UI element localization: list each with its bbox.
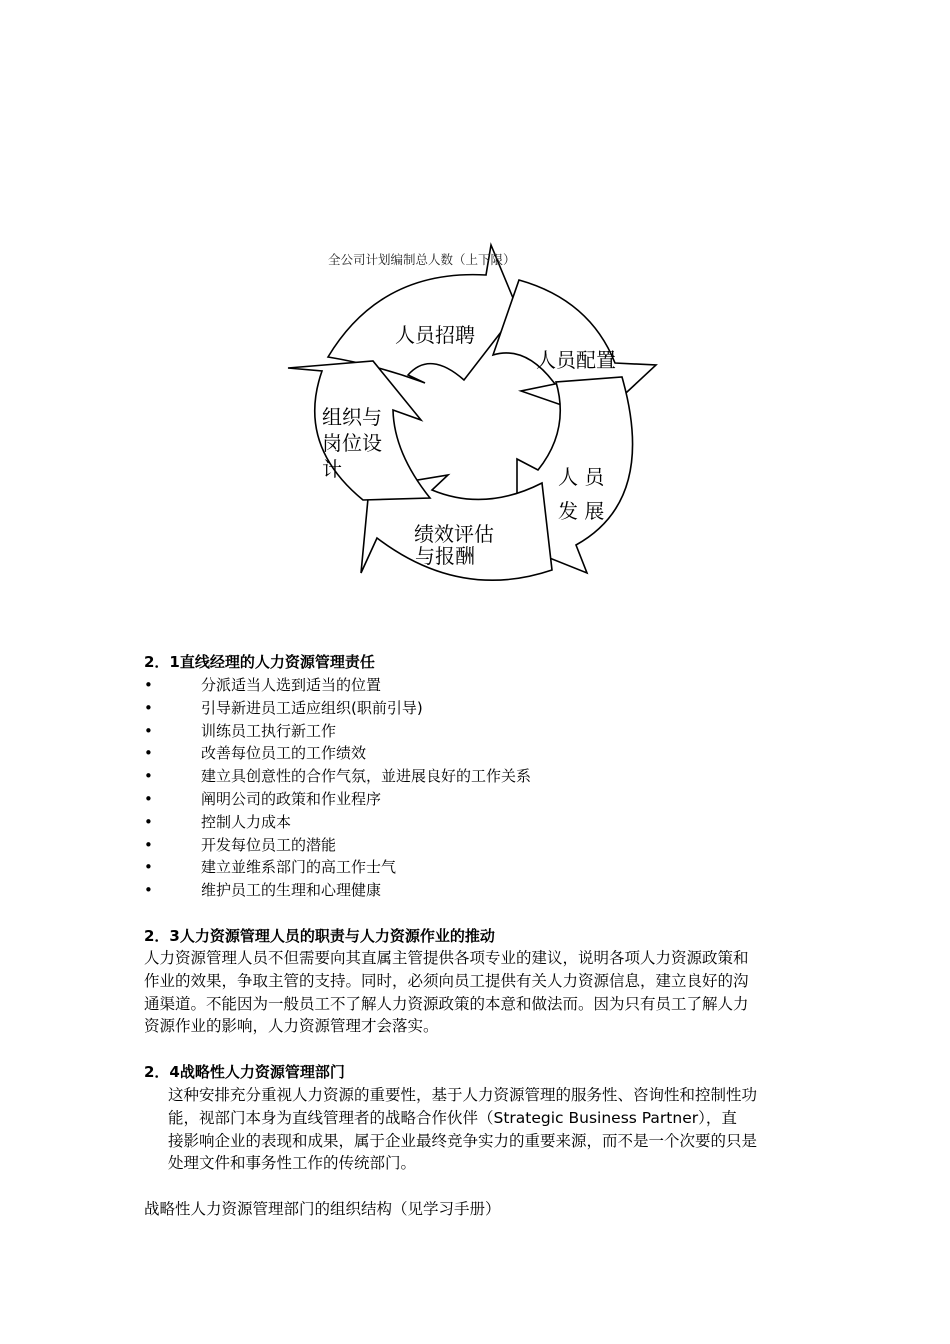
paragraph-line: 处理文件和事务性工作的传统部门。 (168, 1154, 417, 1173)
list-item-text: 维护员工的生理和心理健康 (201, 881, 382, 900)
list-item-text: 分派适当人选到适当的位置 (201, 676, 382, 694)
paragraph-line: 作业的效果，争取主管的支持。同时，必须向员工提供有关人力资源信息，建立良好的沟 (144, 971, 749, 990)
bullet-icon: • (144, 858, 153, 877)
paragraph-line: 通渠道。不能因为一般员工不了解人力资源政策的本意和做法而。因为只有员工了解人力 (144, 994, 749, 1013)
list-item-text: 阐明公司的政策和作业程序 (201, 789, 382, 808)
label-org-line2: 岗位设 (322, 431, 382, 455)
bullet-icon: • (144, 721, 153, 740)
label-performance (414, 523, 494, 567)
section-2-3-paragraph (144, 947, 749, 1038)
bullet-icon: • (144, 698, 153, 717)
list-item-text: 建立具创意性的合作气氛，並进展良好的工作关系 (201, 767, 532, 786)
bullet-icon: • (144, 812, 153, 831)
list-item-text: 开发每位员工的潜能 (201, 835, 337, 854)
section-2-3-title: 2．3人力资源管理人员的职责与人力资源作业的推动 (144, 927, 495, 945)
bullet-icon: • (144, 744, 153, 763)
label-recruit: 人员招聘 (395, 323, 475, 347)
label-perf-line1: 绩效评估 (414, 522, 494, 546)
list-item-text: 引导新进员工适应组织(职前引导) (201, 698, 423, 717)
bullet-icon: • (144, 835, 153, 854)
paragraph-line: 资源作业的影响，人力资源管理才会落实。 (144, 1017, 439, 1036)
section-2-1-title: 2．1直线经理的人力资源管理责任 (144, 653, 375, 671)
list-item-text: 改善每位员工的工作绩效 (201, 744, 367, 763)
label-org-line1: 组织与 (322, 405, 382, 429)
hr-cycle-diagram (280, 240, 680, 600)
paragraph-line: 这种安排充分重视人力资源的重要性，基于人力资源管理的服务性、咨询性和控制性功 (168, 1086, 758, 1104)
paragraph-line: 人力资源管理人员不但需要向其直属主管提供各项专业的建议，说明各项人力资源政策和 (144, 949, 749, 967)
section-2-4-title: 2．4战略性人力资源管理部门 (144, 1063, 345, 1081)
label-org (322, 404, 382, 482)
list-item-text: 建立並维系部门的高工作士气 (201, 858, 397, 877)
list-item-text: 控制人力成本 (201, 812, 292, 831)
bullet-icon: • (144, 767, 153, 786)
bullet-icon: • (144, 789, 153, 808)
bullet-icon: • (144, 881, 153, 900)
section-2-4-paragraph (168, 1084, 757, 1175)
list-item-text: 训练员工执行新工作 (201, 721, 337, 740)
label-develop-line1: 人 员 (558, 465, 605, 489)
label-develop (558, 460, 604, 528)
bullet-icon: • (144, 676, 153, 694)
paragraph-line: 能，视部门本身为直线管理者的战略合作伙伴（Strategic Business Partner），直 (168, 1108, 737, 1127)
diagram-caption: 全公司计划编制总人数（上下限） (328, 252, 516, 267)
label-develop-line2: 发 展 (558, 499, 605, 523)
org-structure-note: 战略性人力资源管理部门的组织结构（见学习手册） (144, 1200, 501, 1218)
label-allocate: 人员配置 (536, 348, 616, 372)
label-org-line3: 计 (322, 457, 342, 481)
label-perf-line2: 与报酬 (415, 544, 475, 568)
paragraph-line: 接影响企业的表现和成果，属于企业最终竞争实力的重要来源，而不是一个次要的只是 (168, 1131, 758, 1150)
